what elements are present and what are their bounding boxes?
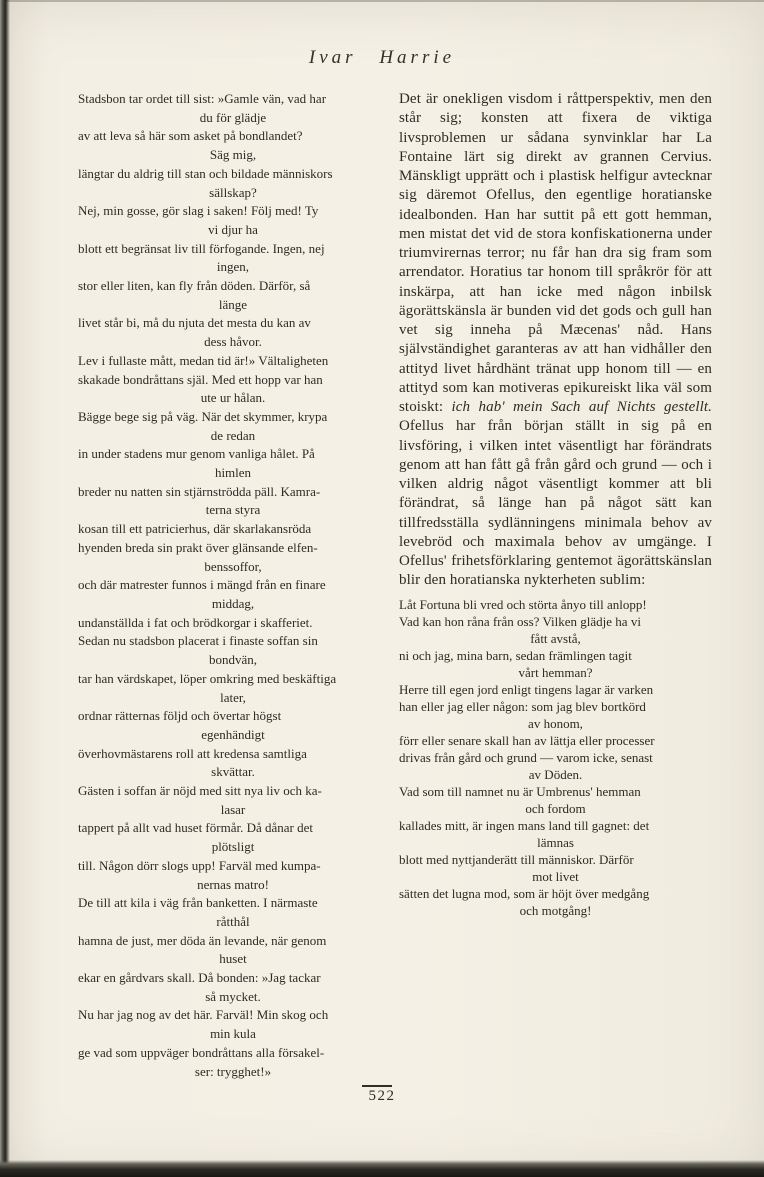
verse-line-text: Vad kan hon råna från oss? Vilken glädje ha vi [399, 613, 641, 629]
verse-line [399, 596, 712, 613]
verse-line-text: Herre till egen jord enligt tingens lagar är varken [399, 681, 654, 697]
verse-line-continuation: så mycket. [205, 988, 261, 1004]
verse-line [78, 857, 388, 894]
verse-line-continuation: du för glädje [199, 109, 267, 125]
verse-line-text: kallades mitt, är ingen mans land till gagnet: det [399, 817, 650, 833]
verse-line [399, 783, 712, 817]
verse-line [78, 969, 388, 1006]
verse-line [78, 819, 388, 856]
verse-line-continuation: lämnas [537, 834, 574, 850]
verse-line [78, 745, 388, 782]
verse-line-continuation: fått avstå, [530, 630, 581, 646]
verse-line [78, 371, 388, 408]
verse-line [78, 408, 388, 445]
scan-edge-top [0, 0, 764, 2]
verse-line-text: skakade bondråttans själ. Med ett hopp var han [78, 371, 323, 387]
verse-line [78, 520, 388, 539]
verse-line-text: De till att kila i väg från banketten. I närmaste [78, 895, 318, 911]
verse-line [399, 851, 712, 885]
verse-line [78, 127, 388, 164]
verse-line-text: han eller jag eller någon: som jag blev bortkörd [399, 698, 646, 714]
verse-line [78, 539, 388, 576]
page-number-rule [362, 1085, 392, 1087]
verse-line-text: längtar du aldrig till stan och bildade människors [78, 165, 333, 181]
verse-line-text: kosan till ett patricierhus, där skarlakansröda [78, 521, 312, 537]
verse-line [399, 732, 712, 749]
verse-line [399, 817, 712, 851]
verse-line-text: ekar en gårdvars skall. Då bonden: »Jag tackar [78, 970, 321, 986]
verse-line-continuation: terna styra [205, 502, 261, 518]
verse-line-text: Nu har jag nog av det här. Farväl! Min skog och [78, 1007, 329, 1023]
verse-line-text: Stadsbon tar ordet till sist: »Gamle vän, vad har [78, 91, 327, 106]
verse-line [78, 576, 388, 613]
right-text-column [399, 90, 712, 919]
verse-line-text: ordnar rätternas följd och övertar högst [78, 708, 282, 724]
verse-line [78, 1044, 388, 1081]
prose-paragraph [399, 90, 712, 591]
verse-line-text: stor eller liten, kan fly från döden. Därför, så [78, 278, 311, 294]
verse-line-continuation: Säg mig, [209, 147, 257, 163]
verse-line [78, 1006, 388, 1043]
prose-italic-phrase: ich hab' mein Sach auf Nichts gestellt. [451, 399, 713, 415]
verse-line-text: hyenden breda sin prakt över glänsande elfen- [78, 539, 318, 555]
verse-line-text: förr eller senare skall han av lättja eller processer [399, 732, 655, 748]
verse-line-continuation: och fordom [525, 800, 586, 816]
verse-line-continuation: egenhändigt [201, 726, 265, 742]
verse-line-continuation: bondvän, [208, 652, 258, 668]
verse-line-text: överhovmästarens roll att kredensa samtliga [78, 745, 307, 761]
verse-line [78, 782, 388, 819]
page-number: 522 [368, 1088, 396, 1104]
prose-text: Ofellus har från början ställt in sig på en livsföring, i vilken intet väsentligt har förändrats genom att han fått gå från gård och grund — och i vilken aldrig något väsentligt kommer att bli förändrat, så länge han på något sätt kan tillfredsställa sydlänningens minimala behov av levebröd och maximala behov av umgänge. I Ofellus' frihetsförklaring gentemot ägorättskänslan blir den horatianska nykterheten sublim: [399, 418, 712, 589]
page-header-author: Ivar Harrie [308, 47, 456, 68]
verse-line [399, 698, 712, 732]
quote-verse-block [399, 596, 712, 919]
verse-line [78, 670, 388, 707]
verse-line-continuation: ser: trygghet!» [194, 1063, 272, 1079]
verse-line [78, 202, 388, 239]
verse-line [78, 314, 388, 351]
verse-line-continuation: vi djur ha [208, 221, 258, 237]
verse-line [78, 240, 388, 277]
verse-line [78, 932, 388, 969]
verse-line [78, 614, 388, 633]
verse-line-continuation: ute ur hålan. [200, 390, 266, 406]
verse-line-text: hamna de just, mer döda än levande, när genom [78, 932, 327, 948]
verse-line-text: ni och jag, mina barn, sedan främlingen tagit [399, 647, 632, 663]
verse-line-continuation: av honom, [528, 715, 583, 731]
verse-line-continuation: benssoffor, [204, 558, 262, 574]
verse-line [399, 885, 712, 919]
verse-line-continuation: skvättar. [211, 764, 255, 780]
verse-line-continuation: länge [218, 296, 248, 312]
verse-line [78, 632, 388, 669]
verse-line-continuation: dess håvor. [204, 334, 262, 350]
page-footer [0, 1085, 764, 1105]
verse-line-text: Låt Fortuna bli vred och störta ånyo till anlopp! [399, 596, 647, 612]
book-edge-bottom [0, 1160, 764, 1177]
verse-line-continuation: sällskap? [209, 184, 257, 200]
verse-line-text: Bägge bege sig på väg. När det skymmer, krypa [78, 408, 328, 424]
verse-line-text: drivas från gård och grund — varom icke, senast [399, 749, 653, 765]
left-verse-column [78, 90, 388, 1081]
verse-line-text: blott med nyttjanderätt till människor. Därför [399, 851, 634, 867]
verse-line-text: in under stadens mur genom vanliga hålet. På [78, 446, 315, 462]
verse-line [78, 90, 388, 127]
verse-line-continuation: ingen, [216, 259, 250, 275]
verse-line-continuation: plötsligt [211, 839, 255, 855]
verse-line-continuation: mot livet [532, 868, 579, 884]
verse-line-text: till. Någon dörr slogs upp! Farväl med kumpa- [78, 857, 321, 873]
verse-line-text: livet står bi, må du njuta det mesta du kan av [78, 315, 311, 331]
verse-line [78, 707, 388, 744]
verse-line [399, 749, 712, 783]
verse-line-continuation: min kula [210, 1026, 256, 1042]
verse-line-text: av att leva så här som asket på bondlandet? [78, 128, 303, 144]
prose-text: Det är onekligen visdom i råttperspektiv, men den står sig; konsten att fixera de viktiga livsproblemen ur sådana synvinklar har La Fontaine lärt sig direkt av grannen Cervius. Mänskligt upprätt och i plastisk helfigur avtecknar sig däremot Ofellus, den egentlige horatianske idealbonden. Han har suttit på ett gott hemman, men mistat det vid de stora konfiskationerna under triumvirernas terror; nu får han dra sig fram som arrendator. Horatius tar honom till språkrör för att inskärpa, att han icke med någon inbilsk ägorättskänsla är bunden vid det gods och gull han vet sig inneha på Mæcenas' nåd. Hans självständighet garanteras av att han vidhåller den attityd livet hårdhänt tränat upp honom till — en attityd som kan motiveras epikureiskt lika väl som stoiskt: [399, 91, 712, 415]
verse-line [78, 445, 388, 482]
verse-line-text: tappert på allt vad huset förmår. Då dånar det [78, 820, 313, 836]
verse-line-continuation: råtthål [216, 913, 250, 929]
verse-line-continuation: av Döden. [528, 766, 583, 782]
verse-line [78, 277, 388, 314]
verse-line [78, 894, 388, 931]
verse-line-continuation: vårt hemman? [518, 664, 593, 680]
verse-line-continuation: nernas matro! [197, 876, 269, 892]
verse-line [78, 165, 388, 202]
verse-line [78, 483, 388, 520]
verse-line-continuation: och motgång! [519, 902, 592, 918]
verse-line-text: och där matrester funnos i mängd från en finare [78, 577, 326, 593]
verse-line-text: undanställda i fat och brödkorgar i skafferiet. [78, 614, 313, 630]
verse-line-text: Gästen i soffan är nöjd med sitt nya liv och ka- [78, 783, 322, 799]
verse-line-continuation: himlen [214, 465, 252, 481]
verse-line-text: sätten det lugna mod, som är höjt över medgång [399, 885, 650, 901]
verse-line-text: breder nu natten sin stjärnströdda päll. Kamra- [78, 483, 321, 499]
verse-line-continuation: middag, [211, 595, 255, 611]
verse-line [399, 681, 712, 698]
verse-line-continuation: huset [219, 951, 247, 967]
verse-line-text: tar han värdskapet, löper omkring med beskäftiga [78, 670, 337, 686]
verse-line-text: Vad som till namnet nu är Umbrenus' hemman [399, 783, 641, 799]
verse-line-text: Lev i fullaste mått, medan tid är!» Vältaligheten [78, 352, 329, 368]
verse-line [78, 352, 388, 371]
verse-line-text: Sedan nu stadsbon placerat i finaste soffan sin [78, 633, 318, 649]
verse-line-continuation: de redan [210, 427, 256, 443]
verse-line-text: ge vad som uppväger bondråttans alla försakel- [78, 1044, 325, 1060]
verse-line-text: blott ett begränsat liv till förfogande. Ingen, nej [78, 240, 325, 256]
book-edge-left [0, 0, 10, 1177]
verse-line-continuation: later, [220, 689, 246, 705]
verse-line [399, 647, 712, 681]
verse-line [399, 613, 712, 647]
verse-line-text: Nej, min gosse, gör slag i saken! Följ med! Ty [78, 203, 319, 219]
verse-line-continuation: lasar [220, 801, 246, 817]
